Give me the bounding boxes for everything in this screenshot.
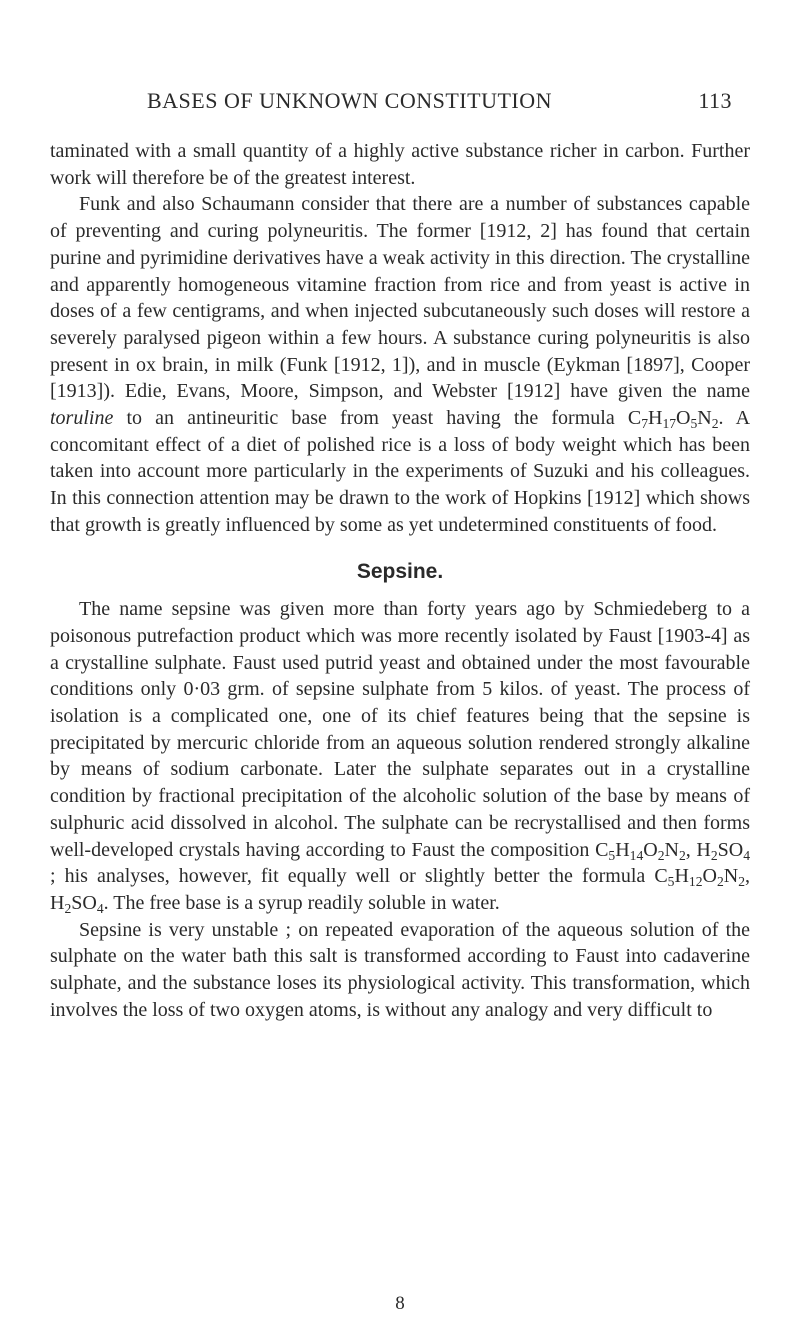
- signature-mark: 8: [395, 1293, 405, 1314]
- paragraph-text: A concomitant effect of a diet of polished rice is a loss of body weight which has been taken into account more particularly in the experiments of Suzuki and his colleagues. In this connection attention may be drawn to the work of Hopkins [1912] which shows that growth is greatly influenced by some as yet undetermined constituents of food.: [50, 407, 751, 536]
- paragraph-text: The name sepsine was given more than forty years ago by Schmiedeberg to a poisonous putrefaction product which was more recently isolated by Faust [1903-4] as a crystalline sulphate. Faust used putrid yeast and obtained under the most favourable conditions only 0·03 grm. of sepsine sulphate from 5 kilos. of yeast. The process of isolation is a complicated one, one of its chief features being that the sepsine is precipitated by mercuric chloride from an aqueous solution rendered strongly alkaline by means of sodium carbonate. Later the sulphate separates out in a crystalline condition by fractional precipitation of the alcoholic solution of the base by means of sulphuric acid dissolved in alcohol. The sulphate can be recrystallised and then forms well-developed crystals having according to Faust the composition: [50, 598, 750, 861]
- paragraph-text: ; his analyses, however, fit equally well or slightly better the formula: [50, 865, 646, 888]
- paragraph-text: . The free base is a syrup readily soluble in water.: [103, 891, 500, 914]
- paragraph: [50, 191, 750, 538]
- paragraph: taminated with a small quantity of a highly active substance richer in carbon. Further work will therefore be of the greatest interest.: [50, 140, 750, 189]
- page-number: 113: [698, 88, 732, 113]
- body-text: [50, 138, 750, 1024]
- paragraph-text: Funk and also Schaumann consider that there are a number of substances capable of preventing and curing polyneuritis. The former [1912, 2] has found that certain purine and pyrimidine derivatives have a weak activity in this direction. The crystalline and apparently homogeneous vitamine fraction from rice and from yeast is active in doses of a few centigrams, and when injected subcutaneously such doses will restore a severely paralysed pigeon within a few hours. A substance curing polyneuritis is also present in ox brain, in milk (Funk [1912, 1]), and in muscle (Eykman [1897], Cooper [1913]). Edie, Evans, Moore, Simpson, and Webster [1912] have given the name: [50, 193, 750, 403]
- paragraph: [50, 596, 750, 916]
- formula-toruline: $C_7H_{17}O_5N_2$.: [627, 407, 724, 432]
- paragraph: Sepsine is very unstable ; on repeated evaporation of the aqueous solution of the sulphate on the water bath this salt is transformed according to Faust into cadaverine sulphate, and the substance loses its physiological activity. This transformation, which involves the loss of two oxygen atoms, is without any analogy and very difficult to: [50, 918, 750, 1021]
- running-title: BASES OF UNKNOWN CONSTITUTION: [147, 88, 552, 113]
- section-heading: Sepsine.: [356, 559, 444, 583]
- formula-sepsine-sulphate-2: $C_5H_{12}O_2N_2$, $H_2SO_4$: [50, 865, 751, 917]
- term-toruline: toruline: [50, 407, 114, 430]
- formula-sepsine-sulphate-1: $C_5H_{14}O_2N_2$, $H_2SO_4$: [595, 838, 751, 863]
- paragraph-text: to an antineuritic base from yeast having the formula: [126, 407, 615, 430]
